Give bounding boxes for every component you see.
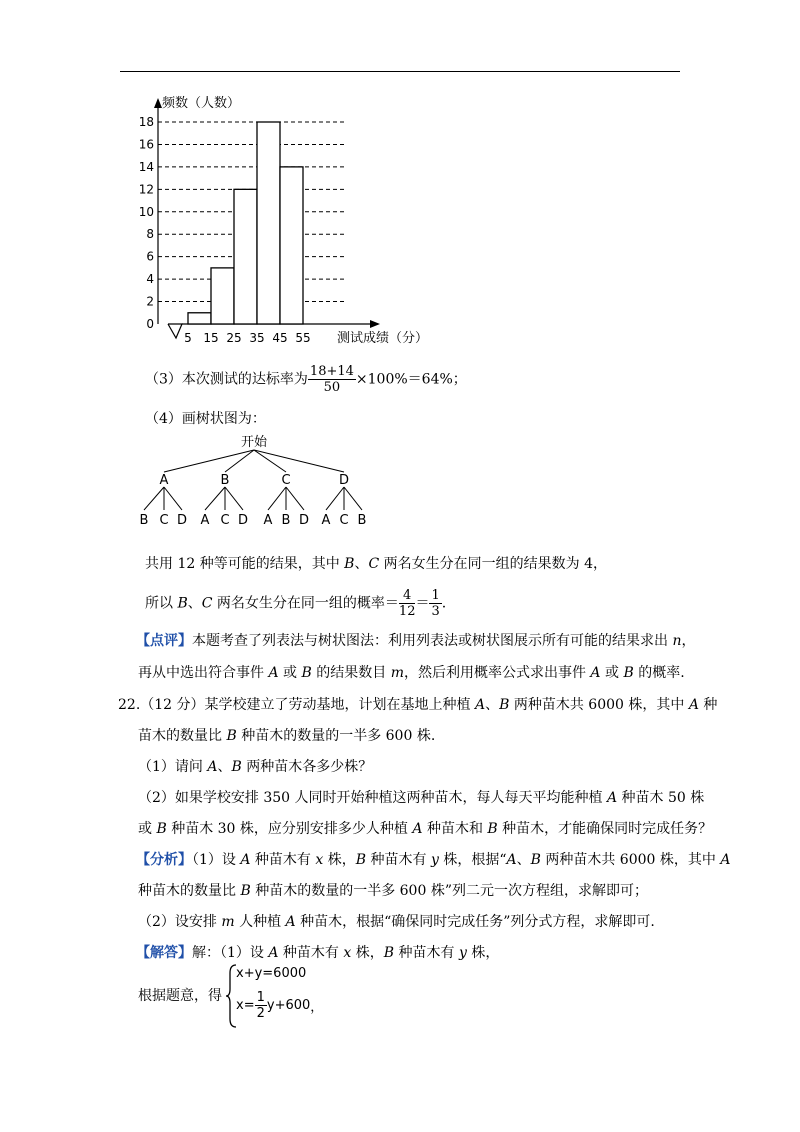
comment1-text-a: 本题考查了列表法与树状图法：利用列表法或树状图展示所有可能的结果求出 — [192, 633, 673, 649]
result-line-1 — [145, 555, 607, 573]
tree-edge — [268, 487, 286, 510]
tree-diagram — [130, 432, 390, 532]
q22-part-2b — [138, 820, 712, 838]
result-line-2 — [145, 588, 446, 619]
comment2-var-a2: A — [590, 665, 601, 681]
an1-text-d: 种苗木有 — [366, 852, 431, 868]
y-axis-arrow — [154, 98, 162, 108]
header-rule — [120, 71, 680, 72]
answer-tag: 【解答】 — [136, 945, 192, 961]
an1-var-x: x — [315, 852, 324, 868]
q22-p2a-text-a: （2）如果学校安排 350 人同时开始种植这两种苗木，每人每天平均能种植 — [138, 790, 607, 806]
an2-var-b: B — [240, 883, 251, 899]
result2-f2-den: 3 — [431, 604, 440, 619]
an1-var-b: B — [355, 852, 367, 868]
eq2-lhs: x= — [236, 998, 255, 1013]
result2-end: . — [441, 595, 447, 612]
q22-l1-var-b: B — [499, 697, 510, 713]
x-tick-label: 35 — [249, 331, 265, 345]
tree-leaf: C — [159, 513, 169, 528]
comment1-text-b: ， — [681, 633, 696, 649]
y-tick-label: 14 — [138, 159, 154, 174]
tree-edge — [326, 487, 344, 510]
tree-leaf: C — [220, 513, 230, 528]
histogram-bar — [211, 268, 234, 324]
q22-p2b-text-c: 种苗木和 — [422, 821, 488, 837]
an1-text-b: 种苗木有 — [250, 852, 316, 868]
comment2-text-c: ，然后利用概率公式求出事件 — [403, 665, 591, 681]
tree-leaf: D — [237, 513, 249, 528]
an1-var-a3: A — [720, 852, 731, 868]
y-tick-label: 12 — [138, 182, 154, 197]
an1-text-a: （1）设 — [192, 852, 241, 868]
step3-suffix: ×100%＝64%； — [355, 371, 467, 388]
q22-p1-text-b: 两种苗木各多少株？ — [241, 759, 373, 775]
tree-leaf: A — [321, 513, 331, 528]
q22-l2-text-b: 种苗木的数量的一半多 600 株. — [236, 728, 436, 744]
equation-1: x+y=6000 — [236, 966, 307, 981]
an1-var-a: A — [240, 852, 251, 868]
q22-l1-sep: 、 — [485, 697, 500, 713]
step3-fraction — [308, 364, 356, 395]
comment2-or-2: 或 — [600, 665, 624, 681]
tree-node: D — [338, 473, 350, 488]
analysis-line-2 — [138, 882, 648, 900]
q22-l1-var-a: A — [474, 697, 486, 713]
comment2-var-b: B — [301, 665, 312, 681]
q22-p2b-text-d: 种苗木，才能确保同时完成任务？ — [497, 821, 713, 837]
an1-var-a2: A — [506, 852, 517, 868]
comment2-text-b: 的结果数目 — [311, 665, 391, 681]
tree-edge — [225, 487, 243, 510]
step4-label: （4）画树状图为： — [145, 411, 266, 427]
result1-var-c: C — [368, 556, 380, 572]
tree-node: A — [159, 473, 169, 488]
comment-line-1 — [136, 632, 695, 650]
result2-fraction-2 — [429, 588, 441, 619]
eq2-frac-num: 1 — [256, 990, 265, 1005]
an2-text-b: 种苗木的数量的一半多 600 株”列二元一次方程组，求解即可； — [250, 883, 648, 899]
result2-f1-den: 12 — [398, 604, 416, 619]
result2-var-b: B — [177, 595, 188, 612]
q22-l1-text-b: 两种苗木共 6000 株，其中 — [509, 697, 689, 713]
tree-leaf: D — [298, 513, 310, 528]
q22-l1-var-a2: A — [688, 697, 699, 713]
eq2-tail: ， — [310, 1000, 324, 1015]
y-tick-label: 18 — [138, 115, 154, 129]
ans1-text-d: 种苗木有 — [394, 945, 459, 961]
ans1-text-c: 株， — [351, 945, 384, 961]
answer-line-2: 根据题意，得 — [138, 988, 222, 1004]
tree-node: B — [220, 473, 230, 488]
x-tick-label: 25 — [226, 331, 242, 345]
an1-text-f: 两种苗木共 6000 株，其中 — [540, 852, 721, 868]
y-axis-label: 频数（人数） — [162, 96, 241, 111]
tree-leaf: B — [357, 513, 367, 528]
result2-text-b: 两名女生分在同一组的概率＝ — [212, 595, 399, 612]
comment2-var-a: A — [268, 665, 279, 681]
y-tick-label: 10 — [138, 204, 154, 219]
x-axis-label: 测试成绩（分） — [337, 331, 429, 346]
tree-edge — [286, 487, 304, 510]
x-tick-label: 45 — [272, 331, 288, 345]
q22-line-2 — [138, 727, 435, 745]
tree-leaf: C — [339, 513, 349, 528]
an1-text-c: 株， — [323, 852, 356, 868]
result2-sep: 、 — [187, 595, 202, 612]
tree-leaf: B — [139, 513, 149, 528]
q22-part-2a — [138, 789, 704, 807]
comment2-or-1: 或 — [278, 665, 302, 681]
analysis-tag: 【分析】 — [136, 852, 192, 868]
comment-tag: 【点评】 — [136, 633, 192, 649]
tree-node: C — [281, 473, 291, 488]
y-tick-label: 6 — [146, 249, 154, 264]
tree-edge — [254, 450, 344, 472]
tree-root: 开始 — [240, 435, 268, 450]
histogram-bar — [234, 189, 257, 324]
y-tick-label: 16 — [138, 137, 154, 152]
q22-p2a-var-a: A — [606, 790, 618, 806]
equation-2 — [236, 990, 323, 1021]
comment-line-2 — [138, 664, 685, 682]
x-tick-label: 55 — [295, 331, 311, 345]
step3-prefix: （3）本次测试的达标率为 — [145, 371, 308, 388]
result2-f2-num: 1 — [431, 588, 440, 603]
comment2-text-a: 再从中选出符合事件 — [138, 665, 269, 681]
histogram-bar — [257, 122, 280, 324]
tree-leaf: A — [200, 513, 210, 528]
q22-p1-sep: 、 — [217, 759, 232, 775]
comment2-var-m: m — [390, 665, 404, 681]
an3-var-a: A — [285, 914, 296, 930]
ans1-var-x: x — [343, 945, 352, 961]
q22-p2b-var-a: A — [412, 821, 423, 837]
an1-var-y: y — [430, 852, 439, 868]
ans1-var-b: B — [383, 945, 395, 961]
y-tick-label: 4 — [146, 272, 154, 287]
q22-l2-var-b: B — [226, 728, 237, 744]
tree-edge — [164, 487, 182, 510]
ans1-text-a: 解：（1）设 — [192, 945, 269, 961]
histogram-chart — [130, 92, 430, 354]
an3-text-a: （2）设安排 — [138, 914, 222, 930]
q22-l2-text-a: 苗木的数量比 — [138, 728, 227, 744]
analysis-line-1 — [136, 851, 730, 869]
histogram-bar — [188, 313, 211, 324]
q22-p2b-var-b: B — [156, 821, 167, 837]
an1-sep: 、 — [516, 852, 531, 868]
tree-leaf: A — [263, 513, 273, 528]
histogram-bar — [280, 167, 303, 324]
eq2-frac-den: 2 — [256, 1006, 265, 1021]
q22-l1-text-c: 种 — [698, 697, 718, 713]
result1-text-a: 共用 12 种等可能的结果，其中 — [145, 556, 345, 572]
step3-line — [145, 364, 467, 395]
tree-edge — [344, 487, 362, 510]
step3-frac-den: 50 — [323, 380, 341, 395]
q22-p2b-var-b2: B — [487, 821, 498, 837]
ans1-text-b: 种苗木有 — [278, 945, 344, 961]
tree-leaf: B — [281, 513, 291, 528]
q22-part-1 — [138, 758, 372, 776]
eq2-rhs: y+600 — [266, 998, 311, 1013]
step3-frac-num: 18+14 — [309, 364, 354, 379]
an1-var-b2: B — [530, 852, 541, 868]
eq2-fraction — [255, 990, 267, 1021]
result2-f1-num: 4 — [399, 588, 416, 604]
ans1-var-a: A — [268, 945, 279, 961]
an3-text-b: 人种植 — [234, 914, 286, 930]
result1-sep: 、 — [354, 556, 369, 572]
an2-text-a: 种苗木的数量比 — [138, 883, 241, 899]
q22-p2b-text-b: 种苗木 30 株，应分别安排多少人种植 — [166, 821, 413, 837]
q22-p1-var-a: A — [207, 759, 218, 775]
result2-var-c: C — [201, 595, 213, 612]
result2-text-a: 所以 — [145, 595, 178, 612]
tree-edge — [164, 450, 254, 472]
ans1-text-e: 株， — [466, 945, 500, 961]
an1-text-e: 株，根据“ — [438, 852, 507, 868]
q22-line-1 — [118, 696, 717, 714]
q22-p2a-text-b: 种苗木 50 株 — [617, 790, 705, 806]
x-tick-label: 15 — [203, 331, 219, 345]
comment2-var-b2: B — [623, 665, 634, 681]
comment1-var-n: n — [672, 633, 682, 649]
result1-text-b: 两名女生分在同一组的结果数为 4， — [379, 556, 607, 572]
comment2-text-d: 的概率. — [633, 665, 685, 681]
an3-text-c: 种苗木，根据“确保同时完成任务”列分式方程，求解即可. — [295, 914, 655, 930]
tree-edge — [144, 487, 164, 510]
tree-edge — [254, 450, 286, 472]
axis-break-mark — [168, 324, 182, 338]
q22-l1-text-a: 22.（12 分）某学校建立了劳动基地，计划在基地上种植 — [118, 697, 475, 713]
result1-var-b: B — [344, 556, 355, 572]
ans1-var-y: y — [458, 945, 467, 961]
y-tick-label: 2 — [146, 294, 154, 309]
x-tick-label: 5 — [184, 331, 192, 345]
result2-fraction-1 — [399, 588, 416, 619]
answer-line-1 — [136, 944, 499, 962]
q22-p1-text-a: （1）请问 — [138, 759, 208, 775]
analysis-line-3 — [138, 913, 655, 931]
y-tick-label: 0 — [146, 317, 154, 331]
result2-eq: ＝ — [415, 595, 430, 612]
an3-var-m: m — [221, 914, 235, 930]
q22-p1-var-b: B — [231, 759, 242, 775]
tree-edge — [205, 487, 225, 510]
q22-p2b-text-a: 或 — [138, 821, 157, 837]
x-axis-arrow — [370, 320, 380, 328]
tree-leaf: D — [176, 513, 188, 528]
y-tick-label: 8 — [146, 227, 154, 242]
